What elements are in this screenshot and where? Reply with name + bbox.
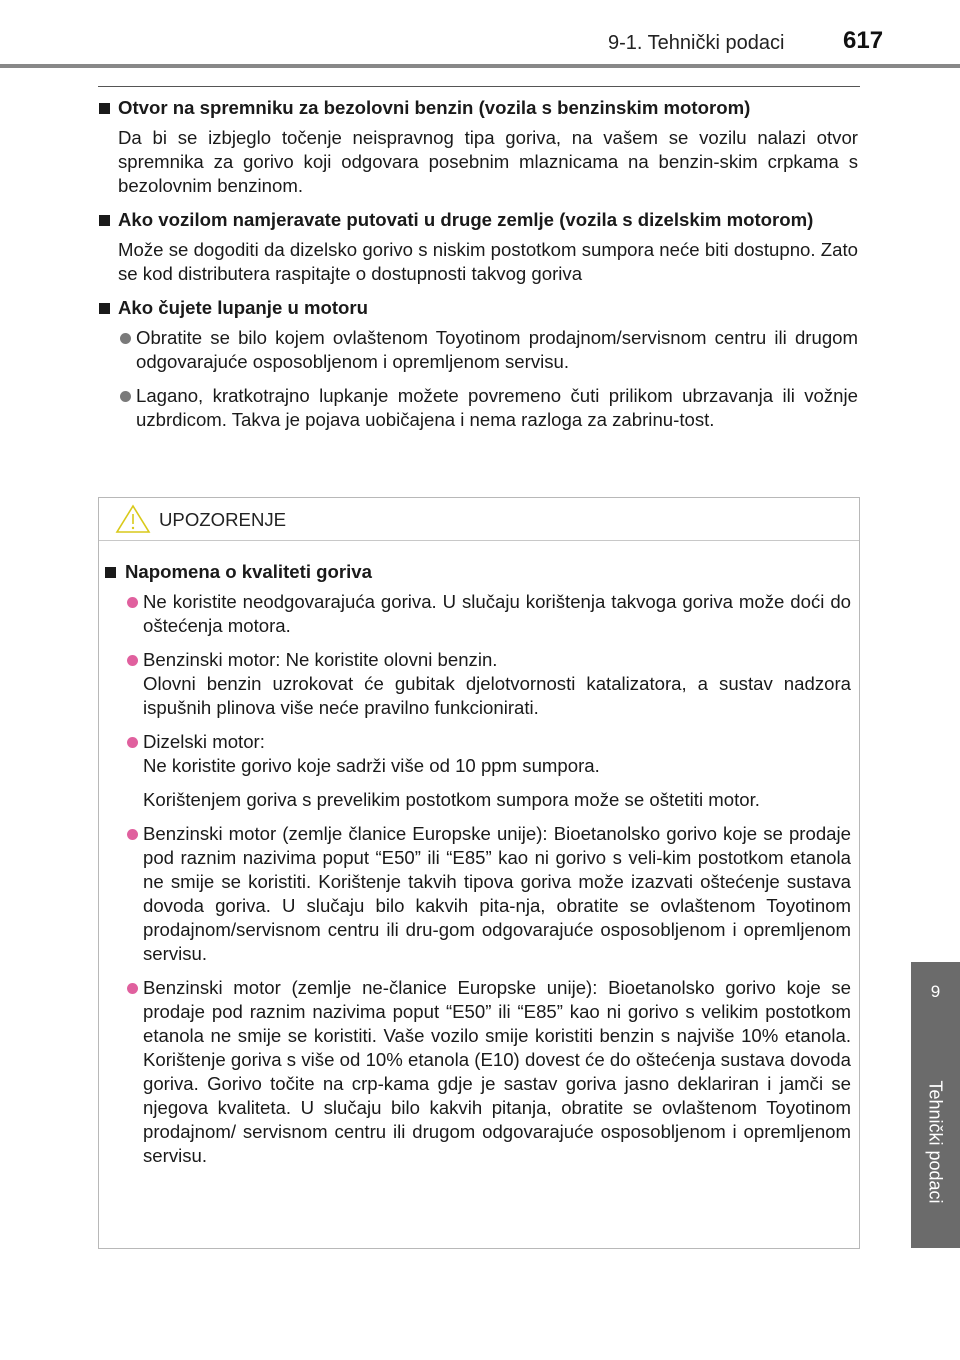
warning-item: Benzinski motor (zemlje ne-članice Europske unije): Bioetanolsko gorivo koje se prodaje pod raznim nazivima poput “E50” ili “E85” kao ni gorivo s velikim postotkom etanola ne smije se koristiti. Vaše vozilo smije koristiti benzin s najviše 10% etanola. Korištenje goriva s više od 10% etanola (E10) dovest će do oštećenja sustava dovoda goriva. Gorivo točite na crp-kama gdje je sastav goriva jasno deklariran i jamči se njegova kvaliteta. U slučaju bilo kakvih pitanja, obratite se ovlaštenom Toyotinom prodajnom/ servisnom centru ili drugom odgovarajuće osposobljenom i opremljenom servisu. [99,976,851,1168]
warning-title: UPOZORENJE [159,509,287,530]
warning-box [98,497,860,1249]
chapter-title: Tehnički podaci [925,1080,946,1204]
square-bullet-icon [105,567,116,578]
page-number: 617 [843,27,884,54]
header-rule [0,64,960,68]
section-heading: Ako čujete lupanje u motoru [98,296,858,320]
list-item: Obratite se bilo kojem ovlaštenom Toyotinom prodajnom/servisnom centru ili drugom odgovarajuće osposobljenom i opremljenom servisu. [98,326,858,374]
section-title: 9-1. Tehnički podaci [608,32,785,54]
square-bullet-icon [99,103,110,114]
circle-bullet-icon [127,597,138,608]
warning-item: Benzinski motor: Ne koristite olovni benzin. Olovni benzin uzrokovat će gubitak djelotvornosti katalizatora, a sustav nadzora ispušnih plinova više neće pravilno funkcionirati. [99,648,851,720]
circle-bullet-icon [127,737,138,748]
section-heading: Otvor na spremniku za bezolovni benzin (vozila s benzinskim motorom) [98,96,858,120]
content-rule [98,86,860,87]
paragraph: Da bi se izbjeglo točenje neispravnog tipa goriva, na vašem se vozilu nalazi otvor spremnika za gorivo koji odgovara posebnim mlaznicama na benzin-skim crpkama s bezolovnim benzinom. [118,127,858,196]
warning-item-continuation: Korištenjem goriva s prevelikim postotkom sumpora može se oštetiti motor. [143,789,760,810]
circle-bullet-icon [127,983,138,994]
circle-bullet-icon [127,655,138,666]
main-content [98,96,858,442]
chapter-tab [911,962,960,1248]
section-heading: Ako vozilom namjeravate putovati u druge zemlje (vozila s dizelskim motorom) [98,208,858,232]
warning-body [99,560,855,1178]
circle-bullet-icon [120,333,131,344]
circle-bullet-icon [127,829,138,840]
warning-item: Benzinski motor (zemlje članice Europske unije): Bioetanolsko gorivo koje se prodaje pod raznim nazivima poput “E50” ili “E85” kao ni gorivo s veli-kim postotkom etanola ne smije se koristiti. Korištenje takvih tipova goriva može izazvati oštećenje sustava dovoda goriva. U slučaju bilo kakvih pita-nja, obratite se ovlaštenom Toyotinom prodajnom/servisnom centru ili dru-gom odgovarajuće osposobljenom i opremljenom servisu. [99,822,851,966]
circle-bullet-icon [120,391,131,402]
paragraph: Može se dogoditi da dizelsko gorivo s niskim postotkom sumpora neće biti dostupno. Zato se kod distributera raspitajte o dostupnosti takvog goriva [118,239,858,284]
chapter-number: 9 [930,982,941,1001]
square-bullet-icon [99,215,110,226]
warning-heading: Napomena o kvaliteti goriva [99,560,855,584]
list-item: Lagano, kratkotrajno lupkanje možete povremeno čuti prilikom ubrzavanja ili vožnje uzbrdicom. Takva je pojava uobičajena i nema razloga za zabrinu-tost. [98,384,858,432]
warning-header [99,498,859,541]
warning-triangle-icon [115,504,151,534]
warning-item: Dizelski motor: Ne koristite gorivo koje sadrži više od 10 ppm sumpora. [99,730,851,778]
square-bullet-icon [99,303,110,314]
warning-item: Ne koristite neodgovarajuća goriva. U slučaju korištenja takvoga goriva može doći do oštećenja motora. [99,590,851,638]
